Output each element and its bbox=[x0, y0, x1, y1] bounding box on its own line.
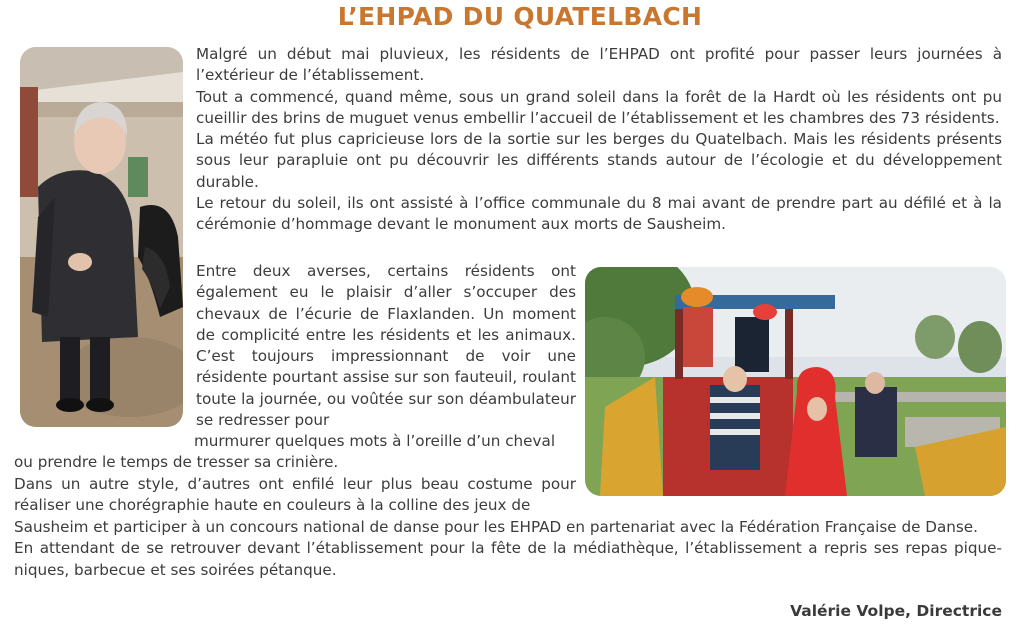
paragraph-3: La météo fut plus capricieuse lors de la sortie sur les berges du Quatelbach. Mais les résidents présents sous leur parapluie ont pu découvrir les différents stands autour de l’écologie et du développement durable. bbox=[196, 130, 1002, 191]
paragraph-6-part-b: Sausheim et participer à un concours national de danse pour les EHPAD en partenariat avec la Fédération Française de Danse. bbox=[14, 518, 978, 536]
paragraph-2: Tout a commencé, quand même, sous un grand soleil dans la forêt de la Hardt où les résidents ont pu cueillir des brins de muguet venus embellir l’accueil de l’établissement et les chambres des 73 résidents. bbox=[196, 87, 1002, 127]
costumed-residents-photo bbox=[585, 267, 1006, 496]
paragraph-6-start bbox=[14, 474, 576, 517]
resident-with-horse-photo bbox=[20, 47, 183, 427]
paragraph-5-part-a: Entre deux averses, certains résidents ont également eu le plaisir d’aller s’occuper des chevaux de l’écurie de Flaxlanden. Un moment de complicité entre les résidents et les animaux. C’est toujours impressionnant de voir une résidente pourtant assise sur son fauteuil, roulant toute la journée, ou voûtée sur son déambulateur se redresser pour bbox=[196, 262, 576, 430]
paragraph-5-part-c: ou prendre le temps de tresser sa crinière. bbox=[14, 453, 339, 472]
closing-paragraphs bbox=[14, 517, 1002, 581]
paragraph-5-part-b: murmurer quelques mots à l’oreille d’un cheval bbox=[194, 432, 556, 450]
paragraph-1: Malgré un début mai pluvieux, les résidents de l’EHPAD ont profité pour passer leurs journées à l’extérieur de l’établissement. bbox=[196, 45, 1002, 85]
paragraph-5-continuation bbox=[14, 431, 574, 474]
paragraph-7: En attendant de se retrouver devant l’établissement pour la fête de la médiathèque, l’établissement a repris ses repas pique-niques, barbecue et ses soirées pétanque. bbox=[14, 539, 1002, 579]
intro-paragraphs bbox=[196, 44, 1002, 236]
author-signature: Valérie Volpe, Directrice bbox=[790, 602, 1002, 620]
paragraph-4: Le retour du soleil, ils ont assisté à l’office communale du 8 mai avant de prendre part au défilé et à la cérémonie d’hommage devant le monument aux morts de Sausheim. bbox=[196, 194, 1002, 234]
article-title: L’EHPAD DU QUATELBACH bbox=[337, 2, 703, 31]
paragraph-5-column bbox=[196, 261, 576, 431]
paragraph-6-part-a: Dans un autre style, d’autres ont enfilé leur plus beau costume pour réaliser une chorégraphie haute en couleurs à la colline des jeux de bbox=[14, 475, 576, 515]
